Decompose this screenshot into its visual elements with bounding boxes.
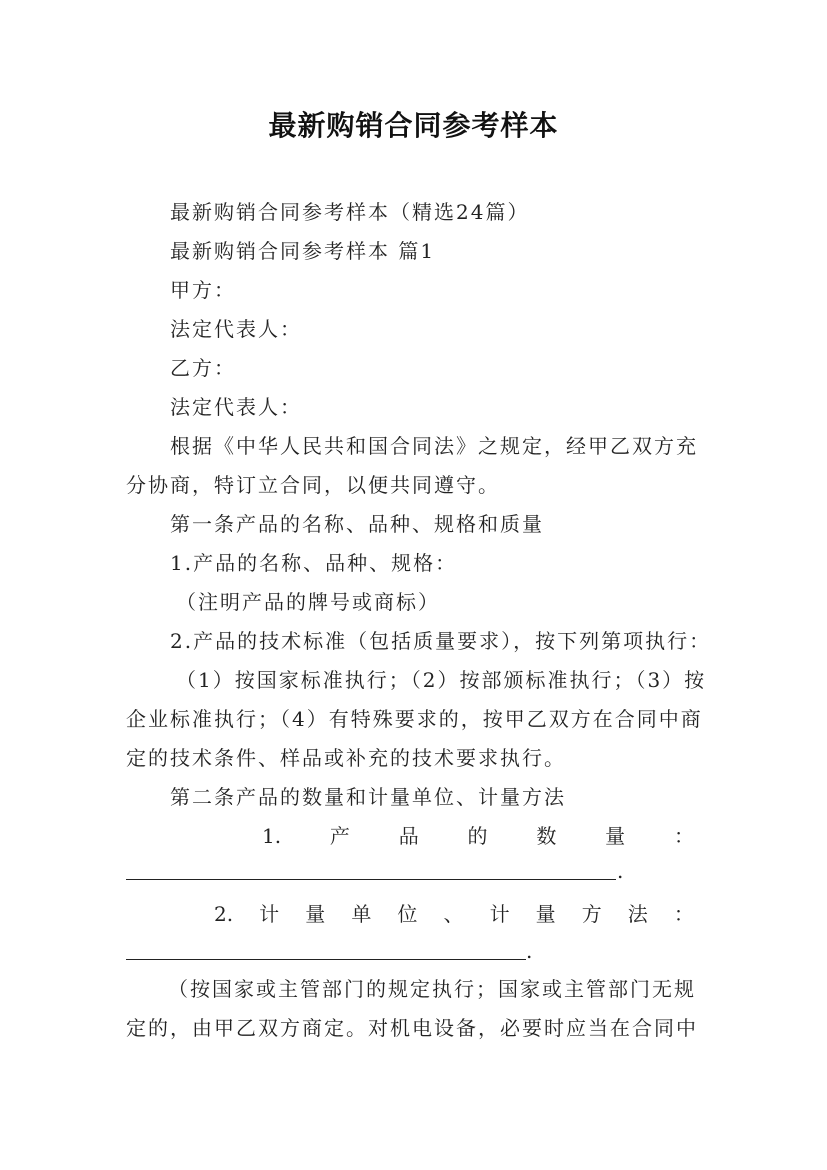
standards-line-2: 企业标准执行；（4）有特殊要求的，按甲乙双方在合同中商 (126, 707, 703, 731)
quantity-item-char: 品 (398, 824, 419, 848)
party-a-label: 甲方： (170, 278, 236, 302)
quantity-blank-end: . (617, 859, 624, 883)
article-1-item-2: 2.产品的技术标准（包括质量要求），按下列第项执行： (170, 629, 712, 653)
preamble-line-2: 分协商，特订立合同，以便共同遵守。 (126, 473, 500, 497)
quantity-item-char: 量 (605, 824, 626, 848)
unit-item-char: 方 (581, 902, 602, 926)
unit-item-char: 、 (443, 902, 464, 926)
article-1-heading: 第一条产品的名称、品种、规格和质量 (170, 512, 544, 536)
article-1-note: （注明产品的牌号或商标） (176, 590, 440, 614)
unit-blank-end: . (526, 939, 533, 963)
article-1-item-1: 1.产品的名称、品种、规格： (170, 551, 458, 575)
unit-item-number: 2. (214, 902, 234, 926)
unit-item-char: 量 (535, 902, 556, 926)
party-b-label: 乙方： (170, 356, 236, 380)
document-title: 最新购销合同参考样本 (268, 109, 559, 142)
quantity-item-label (262, 822, 694, 850)
section-heading: 最新购销合同参考样本 篇1 (170, 239, 436, 263)
standards-line-1: （1）按国家标准执行；（2）按部颁标准执行；（3）按 (176, 668, 707, 692)
unit-item-label (214, 900, 694, 928)
quantity-item-char: 的 (467, 824, 488, 848)
standards-line-3: 定的技术条件、样品或补充的技术要求执行。 (126, 746, 566, 770)
quantity-item-char: 产 (329, 824, 350, 848)
quantity-item-number: 1. (262, 824, 282, 848)
unit-blank-line (126, 959, 526, 960)
unit-item-char: 计 (489, 902, 510, 926)
party-b-representative-label: 法定代表人： (170, 395, 302, 419)
article-2-heading: 第二条产品的数量和计量单位、计量方法 (170, 785, 566, 809)
unit-item-char: 量 (305, 902, 326, 926)
unit-item-char: 法 (627, 902, 648, 926)
party-a-representative-label: 法定代表人： (170, 317, 302, 341)
quantity-blank-line (126, 879, 616, 880)
unit-item-char: 单 (351, 902, 372, 926)
measurement-note-line-1: （按国家或主管部门的规定执行；国家或主管部门无规 (168, 977, 696, 1001)
unit-item-char: 计 (259, 902, 280, 926)
unit-item-char: ： (673, 902, 694, 926)
quantity-item-char: ： (673, 824, 694, 848)
quantity-item-char: 数 (536, 824, 557, 848)
measurement-note-line-2: 定的，由甲乙双方商定。对机电设备，必要时应当在合同中 (126, 1016, 698, 1040)
unit-item-char: 位 (397, 902, 418, 926)
preamble-line-1: 根据《中华人民共和国合同法》之规定，经甲乙双方充 (170, 434, 698, 458)
collection-subtitle: 最新购销合同参考样本（精选24篇） (170, 200, 530, 224)
